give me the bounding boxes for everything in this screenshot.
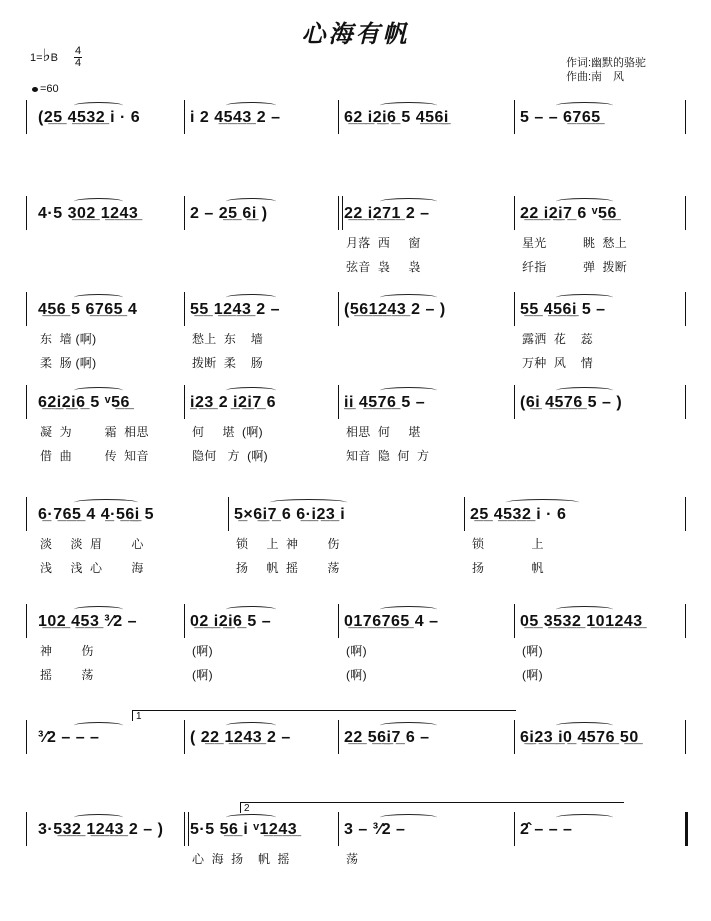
slur-mark xyxy=(74,606,123,613)
key-prefix: 1= xyxy=(30,52,43,64)
tempo-marking xyxy=(32,83,59,95)
slur-mark xyxy=(74,814,123,821)
lyric-verse-1: 心 海 扬 帆 摇 xyxy=(192,852,290,866)
measure-notes: ( 2̲2̲ 1̲2̲4̲3̲ 2 – xyxy=(190,729,291,746)
slur-mark xyxy=(226,387,276,394)
lyric-verse-1: (啊) xyxy=(192,644,213,658)
measure-notes: (2̲5̲ 4̲5̲3̲2̲ i · 6 xyxy=(38,109,141,126)
measure-notes: 5 – – 6̲7̲6̲5̲ xyxy=(520,109,601,126)
barline xyxy=(26,385,27,419)
lyric-verse-2: (啊) xyxy=(192,668,213,682)
barline xyxy=(338,292,339,326)
measure-notes: 6̲·7̲6̲5̲ 4 4̲·5̲6̲i̲ 5 xyxy=(38,506,155,523)
measure-notes: 2̲2̲ i̲2̲i̲7̲ 6 ᵛ5̲6̲ xyxy=(520,205,617,222)
slur-mark xyxy=(226,294,276,301)
barline xyxy=(685,385,686,419)
slur-mark xyxy=(74,499,138,506)
lyric-verse-1: 愁上 东 墙 xyxy=(192,332,264,346)
measure-notes: 6̲2̲i̲2̲i̲6̲ 5 ᵛ5̲6̲ xyxy=(38,394,130,411)
score-row xyxy=(26,100,686,134)
score-row xyxy=(26,196,686,274)
barline xyxy=(514,604,515,638)
slur-mark xyxy=(556,198,613,205)
barline xyxy=(514,292,515,326)
barline xyxy=(26,292,27,326)
measure-notes: i̲i̲ 4̲5̲7̲6̲ 5 – xyxy=(344,394,426,411)
barline xyxy=(26,604,27,638)
measure-notes: 5̲×6̲i̲7̲ 6 6̲·i̲2̲3̲ i xyxy=(234,506,346,523)
barline xyxy=(26,196,27,230)
lyric-verse-1: 月落 西 窗 xyxy=(346,236,421,250)
lyric-verse-2: 拨断 柔 肠 xyxy=(192,356,264,370)
lyric-verse-2: 柔 肠 (啊) xyxy=(40,356,97,370)
measure-notes: 5̲5̲ 1̲2̲4̲3̲ 2 – xyxy=(190,301,281,318)
slur-mark xyxy=(556,606,613,613)
measure-notes: 2̲5̲ 4̲5̲3̲2̲ i · 6 xyxy=(470,506,567,523)
key-note: B xyxy=(50,52,58,64)
measure-notes: 5̲5̲ 4̲5̲6̲i̲ 5 – xyxy=(520,301,606,318)
barline xyxy=(184,385,185,419)
barline xyxy=(26,497,27,531)
slur-mark xyxy=(380,387,437,394)
measure-notes: 0̲2̲ i̲2̲i̲6̲ 5 – xyxy=(190,613,272,630)
slur-mark xyxy=(506,499,579,506)
barline xyxy=(26,720,27,754)
barline xyxy=(184,812,189,846)
lyric-verse-2: 扬 帆 xyxy=(472,561,544,575)
lyricist-credit: 作词:幽默的骆驼 xyxy=(566,57,647,69)
barline xyxy=(26,812,27,846)
tempo-value: =60 xyxy=(40,83,59,95)
slur-mark xyxy=(380,722,437,729)
lyric-verse-1: 锁 上 神 伤 xyxy=(236,537,340,551)
measure-notes: 3 – ³⁄2 – xyxy=(344,821,406,838)
score-row xyxy=(26,385,686,463)
measure-notes: 3·5̲3̲2̲ 1̲2̲4̲3̲ 2 – ) xyxy=(38,821,164,838)
barline xyxy=(464,497,465,531)
lyric-verse-2: 纤指 弹 拨断 xyxy=(522,260,628,274)
composer-credit: 作曲:南 风 xyxy=(566,71,625,83)
slur-mark xyxy=(74,722,123,729)
measure-notes: (5̲6̲1̲2̲4̲3̲ 2 – ) xyxy=(344,301,446,318)
key-signature xyxy=(30,46,58,66)
measure-notes: 4̲5̲6̲ 5 6̲7̲6̲5̲ 4 xyxy=(38,301,138,318)
slur-mark xyxy=(556,722,613,729)
slur-mark xyxy=(226,722,276,729)
slur-mark xyxy=(556,387,613,394)
measure-notes: 1̲0̲2̲ 4̲5̲3̲ ³⁄2 – xyxy=(38,613,138,630)
barline xyxy=(685,497,686,531)
volta-bracket: 2 xyxy=(240,802,624,813)
slur-mark xyxy=(380,102,437,109)
measure-notes: 2 – 2̲5̲ 6̲i̲ ) xyxy=(190,205,268,222)
slur-mark xyxy=(380,814,437,821)
slur-mark xyxy=(226,814,276,821)
barline xyxy=(338,812,339,846)
barline xyxy=(685,604,686,638)
barline xyxy=(685,720,686,754)
barline xyxy=(184,292,185,326)
lyric-verse-1: (啊) xyxy=(522,644,543,658)
quarter-note-icon xyxy=(32,87,38,92)
measure-notes: 2̲2̲ 5̲6̲i̲7̲ 6 – xyxy=(344,729,430,746)
lyric-verse-2: 万种 风 情 xyxy=(522,356,594,370)
slur-mark xyxy=(556,814,613,821)
score-row xyxy=(26,711,686,754)
lyric-verse-1: 神 伤 xyxy=(40,644,94,658)
barline xyxy=(685,292,686,326)
measure-notes: ³⁄2 – – – xyxy=(38,729,100,746)
measure-notes: 4·5 3̲0̲2̲ 1̲2̲4̲3̲ xyxy=(38,205,139,222)
barline xyxy=(184,604,185,638)
slur-mark xyxy=(74,294,123,301)
barline xyxy=(338,604,339,638)
barline xyxy=(685,196,686,230)
time-signature-bottom: 4 xyxy=(74,57,82,69)
measure-notes: (6̲i̲ 4̲5̲7̲6̲ 5 – ) xyxy=(520,394,623,411)
slur-mark xyxy=(270,499,347,506)
time-signature-top: 4 xyxy=(74,45,82,57)
measure-notes: 6̲i̲2̲3̲ i̲0̲ 4̲5̲7̲6̲ 5̲0̲ xyxy=(520,729,639,746)
barline xyxy=(514,385,515,419)
time-signature xyxy=(74,46,82,69)
credits xyxy=(566,56,646,84)
lyric-verse-1: 何 堪 (啊) xyxy=(192,425,263,439)
barline xyxy=(685,812,688,846)
lyric-verse-2: (啊) xyxy=(346,668,367,682)
flat-icon: ♭ xyxy=(42,46,51,66)
lyric-verse-2: 浅 浅 心 海 xyxy=(40,561,144,575)
lyric-verse-2: 摇 荡 xyxy=(40,668,94,682)
barline xyxy=(685,100,686,134)
lyric-verse-1: 露洒 花 蕊 xyxy=(522,332,594,346)
lyric-verse-2: 扬 帆 摇 荡 xyxy=(236,561,340,575)
lyric-verse-2: 弦音 袅 袅 xyxy=(346,260,421,274)
barline xyxy=(338,100,339,134)
measure-notes: 0̲5̲ 3̲5̲3̲2̲ 1̲0̲1̲2̲4̲3̲ xyxy=(520,613,643,630)
measure-notes: 2̲2̲ i̲2̲7̲1̲ 2 – xyxy=(344,205,430,222)
slur-mark xyxy=(556,102,613,109)
lyric-verse-1: 荡 xyxy=(346,852,359,866)
measure-notes: i̲2̲3̲ 2 i̲2̲i̲7̲ 6 xyxy=(190,394,277,411)
lyric-verse-2: (啊) xyxy=(522,668,543,682)
barline xyxy=(26,100,27,134)
lyric-verse-2: 借 曲 传 知音 xyxy=(40,449,149,463)
barline xyxy=(338,720,339,754)
lyric-verse-1: 星光 眺 愁上 xyxy=(522,236,628,250)
slur-mark xyxy=(380,198,437,205)
lyric-verse-1: 东 墙 (啊) xyxy=(40,332,97,346)
measure-notes: i 2 4̲5̲4̲3̲ 2 – xyxy=(190,109,281,126)
lyric-verse-1: (啊) xyxy=(346,644,367,658)
slur-mark xyxy=(74,102,123,109)
slur-mark xyxy=(226,606,276,613)
slur-mark xyxy=(226,198,276,205)
barline xyxy=(514,100,515,134)
barline xyxy=(514,812,515,846)
slur-mark xyxy=(74,387,123,394)
slur-mark xyxy=(556,294,613,301)
lyric-verse-2: 知音 隐 何 方 xyxy=(346,449,430,463)
slur-mark xyxy=(74,198,123,205)
lyric-verse-1: 锁 上 xyxy=(472,537,544,551)
measure-notes: 2̂ – – – xyxy=(520,821,573,838)
barline xyxy=(184,100,185,134)
barline xyxy=(338,385,339,419)
score-row xyxy=(26,604,686,682)
slur-mark xyxy=(226,102,276,109)
barline xyxy=(184,720,185,754)
barline xyxy=(514,196,515,230)
slur-mark xyxy=(380,294,437,301)
volta-bracket: 1 xyxy=(132,710,516,721)
lyric-verse-1: 相思 何 堪 xyxy=(346,425,421,439)
slur-mark xyxy=(380,606,437,613)
score-row xyxy=(26,292,686,370)
lyric-verse-1: 凝 为 霜 相思 xyxy=(40,425,149,439)
score-row xyxy=(26,497,686,575)
lyric-verse-1: 淡 淡 眉 心 xyxy=(40,537,144,551)
barline xyxy=(514,720,515,754)
song-title: 心海有帆 xyxy=(301,19,410,48)
barline xyxy=(184,196,185,230)
measure-notes: 0̲1̲7̲6̲7̲6̲5̲ 4 – xyxy=(344,613,439,630)
score-row xyxy=(26,803,686,866)
lyric-verse-2: 隐何 方 (啊) xyxy=(192,449,268,463)
barline xyxy=(338,196,343,230)
measure-notes: 5·5 5̲6̲ i ᵛ1̲2̲4̲3̲ xyxy=(190,821,298,838)
barline xyxy=(228,497,229,531)
measure-notes: 6̲2̲ i̲2̲i̲6̲ 5 4̲5̲6̲i̲ xyxy=(344,109,449,126)
